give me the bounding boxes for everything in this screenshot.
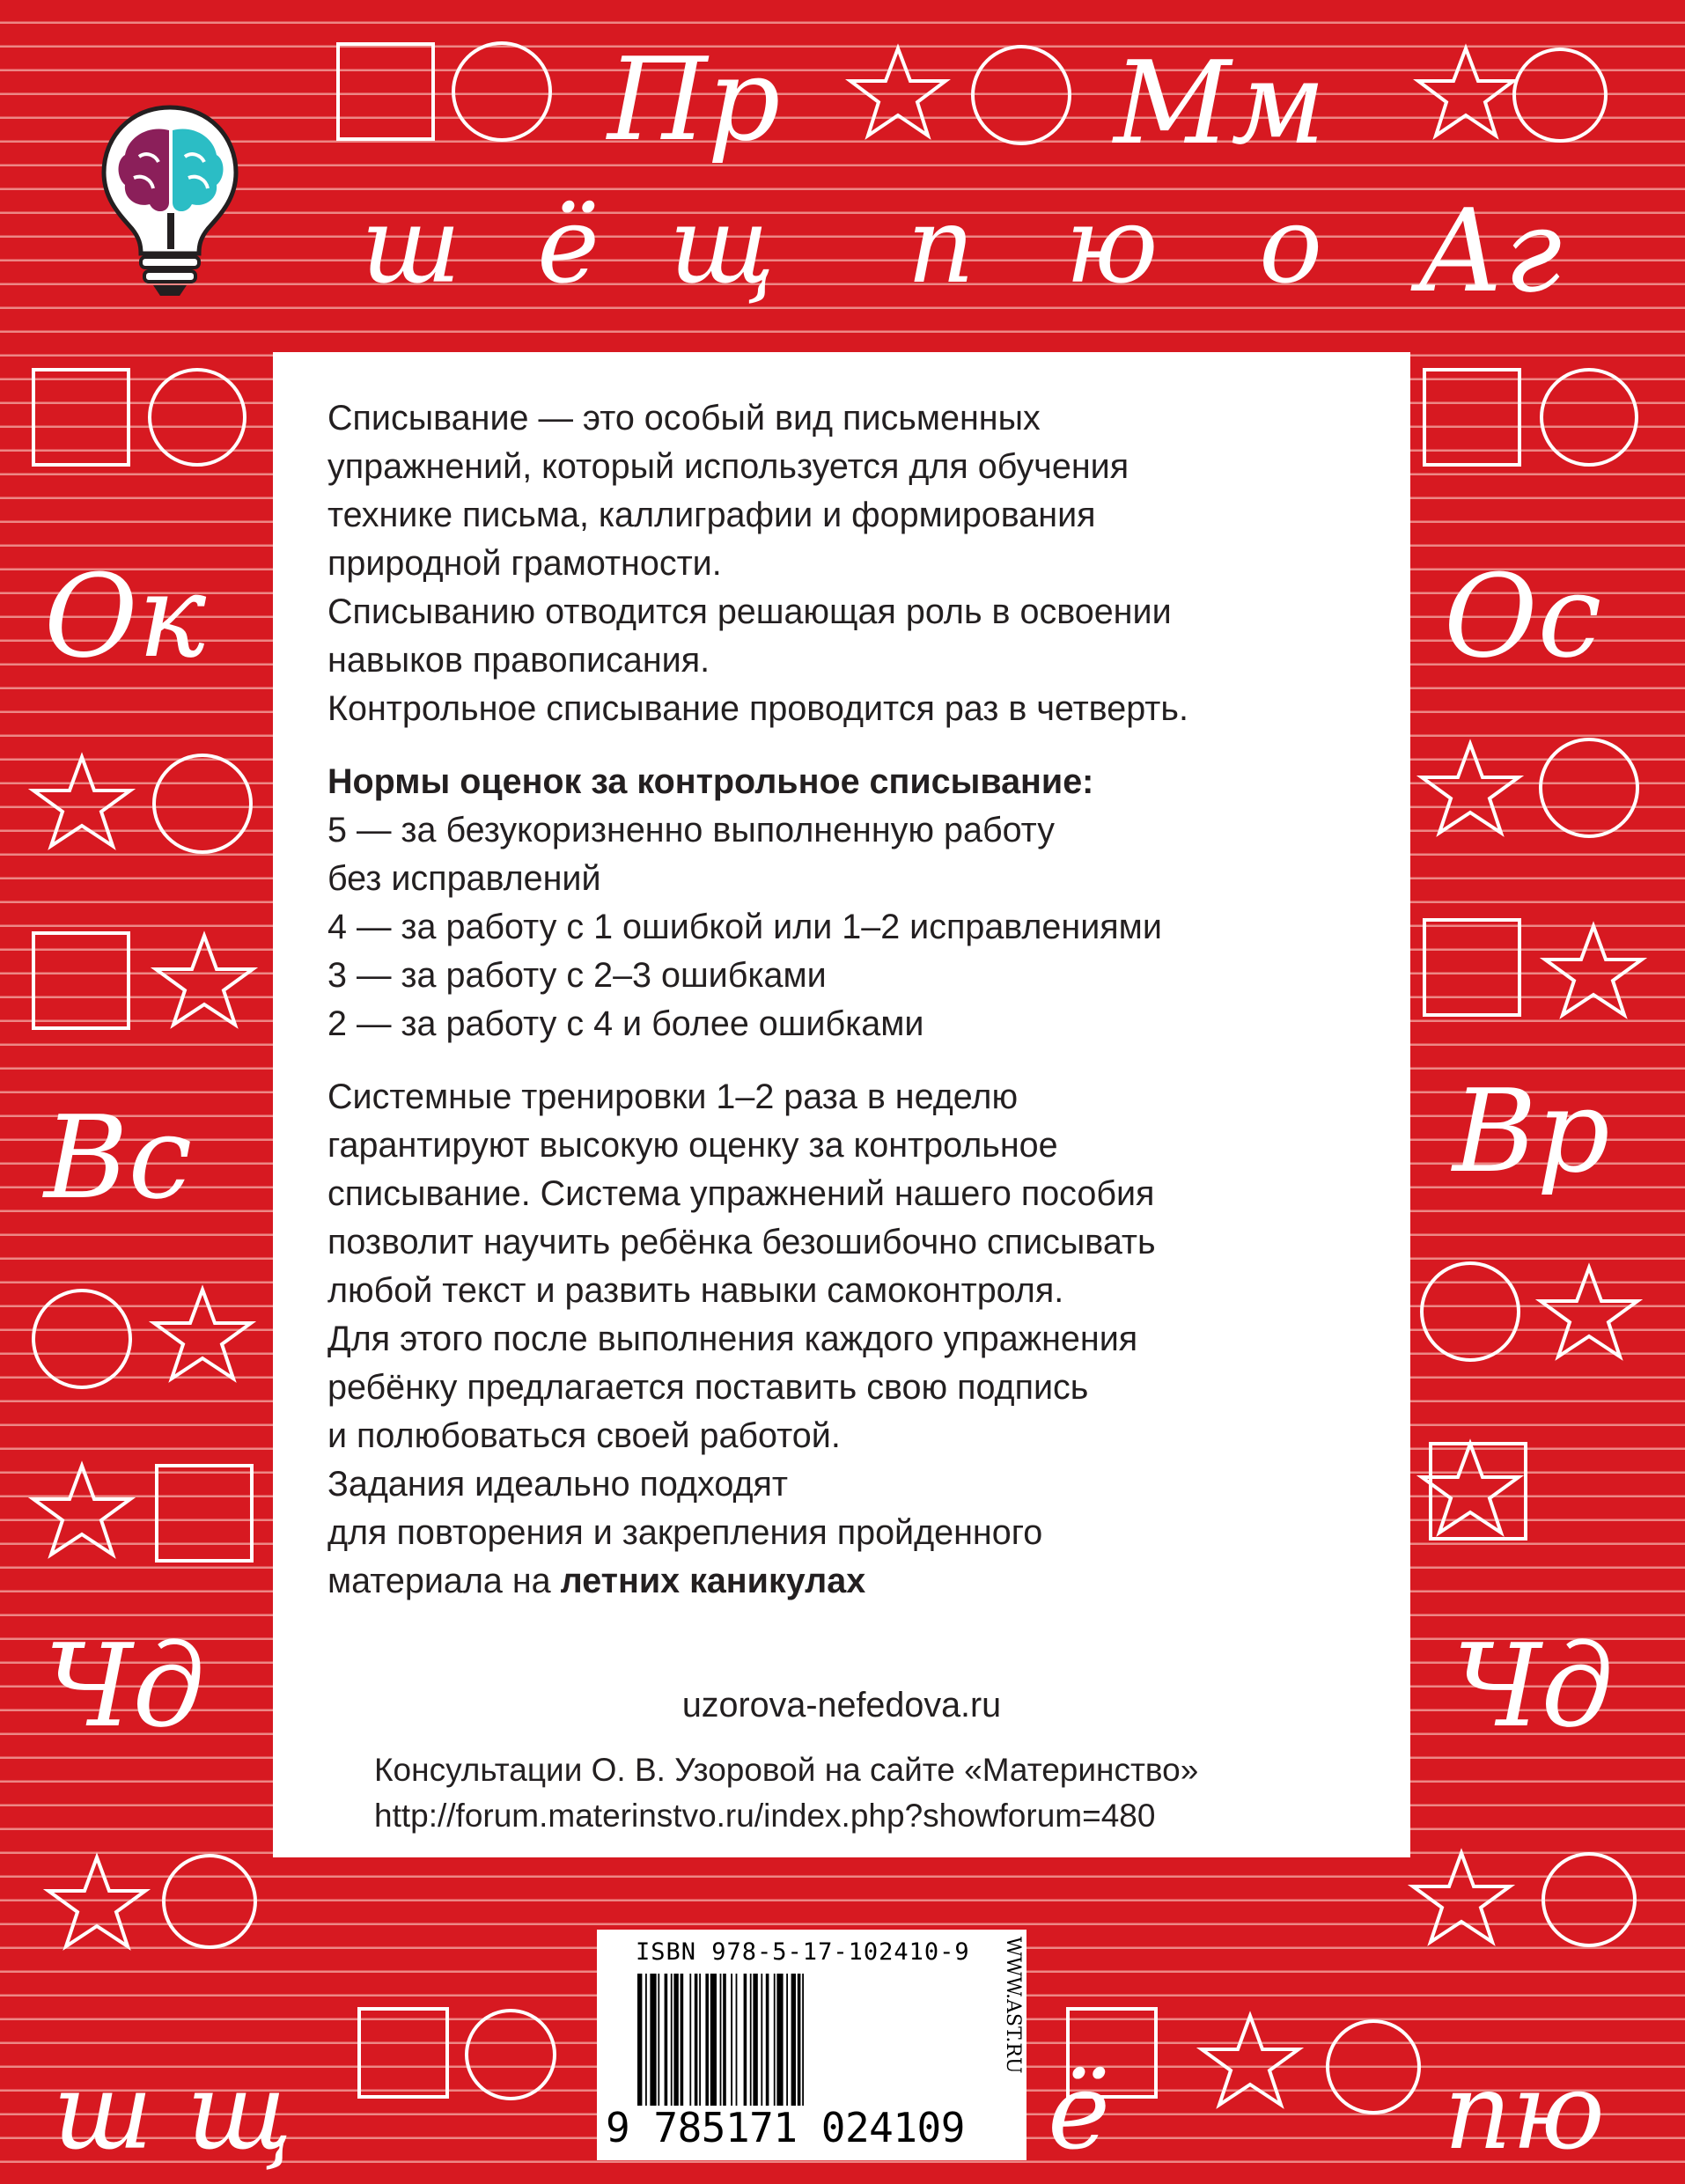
cursive-letters-vr: Вр [1453, 1064, 1610, 1198]
circle-shape [1514, 49, 1606, 141]
barcode-bar [645, 1974, 647, 2106]
intro-line: Списыванию отводится решающая роль в освоении [327, 592, 1172, 631]
author-website: uzorova-nefedova.ru [681, 1686, 1002, 1724]
circle-shape [1542, 370, 1637, 465]
barcode-bar [671, 1974, 673, 2106]
circle-shape [1422, 1263, 1519, 1360]
system-line: Для этого после выполнения каждого упражнения [327, 1320, 1138, 1358]
cursive-letter-yu: ю [1065, 185, 1159, 307]
barcode-bar [665, 1974, 668, 2106]
norm-line: 3 — за работу с 2–3 ошибками [327, 956, 827, 995]
star-shape [1422, 1444, 1519, 1533]
barcode-bar [744, 1974, 747, 2106]
barcode-bar [673, 1974, 678, 2106]
circle-shape [150, 370, 245, 465]
barcode-bar [766, 1974, 769, 2106]
square-shape [1431, 1444, 1526, 1539]
forum-url: http://forum.materinstvo.ru/index.php?showforum=480 [374, 1798, 1156, 1834]
star-shape [1541, 1268, 1637, 1357]
cursive-letters-os: Ос [1444, 549, 1602, 683]
cursive-letters-pr: Пр [607, 33, 781, 166]
summer-holidays-text: летних каникулах [560, 1562, 866, 1600]
barcode-bar [776, 1974, 783, 2106]
star-shape [33, 757, 130, 846]
star-shape [33, 1466, 130, 1555]
circle-shape [973, 47, 1070, 143]
cursive-letter-p: п [907, 185, 975, 307]
grading-norms [327, 758, 1358, 1048]
cursive-letter-yo: ё [537, 185, 600, 307]
cursive-letter-sch: щ [669, 185, 776, 307]
intro-line: Контрольное списывание проводится раз в четверть. [327, 689, 1188, 728]
star-shape [850, 48, 946, 136]
circle-shape [453, 43, 550, 140]
circle-shape [33, 1291, 130, 1387]
star-shape [154, 1290, 251, 1379]
barcode-bar [736, 1974, 738, 2106]
barcode-bar [689, 1974, 691, 2106]
intro-line: навыков правописания. [327, 641, 710, 680]
intro-line: природной грамотности. [327, 544, 722, 583]
norm-line: 2 — за работу с 4 и более ошибками [327, 1004, 924, 1043]
barcode-bar [774, 1974, 776, 2106]
norm-line: 4 — за работу с 1 ошибкой или 1–2 исправлениями [327, 908, 1162, 946]
barcode-bar [658, 1974, 659, 2106]
square-shape [157, 1466, 252, 1561]
publisher-website: WWW.AST.RU [1002, 1937, 1024, 2074]
star-shape [156, 936, 253, 1025]
barcode-bar [802, 1974, 804, 2106]
cursive-letters-sh-sch: ш щ [53, 2051, 292, 2173]
system-last-line [327, 1557, 1358, 1606]
intro-line: упражнений, который используется для обучения [327, 447, 1129, 486]
norms-title: Нормы оценок за контрольное списывание: [327, 762, 1094, 801]
cursive-letters-pyu: пю [1444, 2051, 1605, 2173]
barcode-icon [636, 1974, 984, 2106]
cursive-letters-chd-right: Чд [1453, 1619, 1614, 1753]
system-line: и полюбоваться своей работой. [327, 1416, 841, 1455]
barcode-bar [650, 1974, 656, 2106]
circle-shape [164, 1856, 255, 1947]
system-line: списывание. Система упражнений нашего пособия [327, 1174, 1155, 1213]
last-line-text: материала на [327, 1562, 561, 1600]
cursive-letters-chd: Чд [44, 1619, 205, 1753]
isbn-digits: 9 785171 024109 [606, 2104, 965, 2151]
barcode-bar [798, 1974, 801, 2106]
intro-line: Списывание — это особый вид письменных [327, 399, 1041, 438]
consultation-text: Консультации О. В. Узоровой на сайте «Материнство» [374, 1752, 1199, 1788]
isbn-label: ISBN 978-5-17-102410-9 [636, 1938, 970, 1966]
barcode-bar [750, 1974, 752, 2106]
description-panel [273, 352, 1410, 1857]
square-shape [359, 2009, 447, 2097]
system-line: гарантируют высокую оценку за контрольное [327, 1126, 1058, 1165]
cursive-letter-sh: ш [361, 185, 461, 307]
star-shape [1413, 1853, 1510, 1942]
barcode-bar [695, 1974, 698, 2106]
barcode-bar [637, 1974, 642, 2106]
square-shape [33, 933, 129, 1028]
star-shape [1202, 2016, 1299, 2105]
barcode-bar [699, 1974, 701, 2106]
publisher-logo-lightbulb-icon [97, 104, 243, 299]
square-shape [1424, 370, 1519, 465]
norm-line: без исправлений [327, 859, 601, 898]
system-line: позволит научить ребёнка безошибочно списывать [327, 1223, 1156, 1261]
cursive-letters-vs: Вс [44, 1091, 193, 1224]
system-paragraph [327, 1073, 1358, 1606]
square-shape [33, 370, 129, 465]
system-line: Системные тренировки 1–2 раза в неделю [327, 1077, 1019, 1116]
barcode-bar [723, 1974, 726, 2106]
barcode-bar [705, 1974, 709, 2106]
cursive-letters-mm: Мм [1114, 36, 1326, 170]
barcode-bar [731, 1974, 732, 2106]
system-line: Задания идеально подходят [327, 1465, 788, 1504]
system-line: для повторения и закрепления пройденного [327, 1513, 1043, 1552]
barcode-bar [791, 1974, 796, 2106]
cursive-letter-yo-bottom: ё [1048, 2051, 1111, 2173]
barcode-bar [753, 1974, 757, 2106]
barcode-bar [786, 1974, 788, 2106]
star-shape [1418, 48, 1513, 136]
barcode-bar [761, 1974, 762, 2106]
system-line: любой текст и развить навыки самоконтроля. [327, 1271, 1064, 1310]
circle-shape [1543, 1854, 1635, 1945]
star-shape [48, 1857, 145, 1946]
barcode-bar [720, 1974, 722, 2106]
barcode-bar [681, 1974, 684, 2106]
cursive-letters-ag: Аг [1417, 184, 1563, 318]
intro-line: технике письма, каллиграфии и формирования [327, 496, 1096, 534]
circle-shape [154, 755, 251, 852]
square-shape [338, 44, 433, 139]
intro-paragraph [327, 394, 1358, 733]
circle-shape [1541, 739, 1637, 836]
cursive-letters-ok: Ок [44, 549, 207, 683]
star-shape [1422, 744, 1519, 833]
barcode-bar [710, 1974, 717, 2106]
cursive-letter-o: о [1259, 185, 1323, 307]
circle-shape [467, 2011, 555, 2099]
system-line: ребёнку предлагается поставить свою подпись [327, 1368, 1089, 1407]
circle-shape [1328, 2021, 1419, 2113]
isbn-barcode-box [597, 1930, 1026, 2160]
star-shape [1545, 926, 1642, 1015]
square-shape [1424, 920, 1519, 1015]
norm-line: 5 — за безукоризненно выполненную работу [327, 811, 1055, 849]
